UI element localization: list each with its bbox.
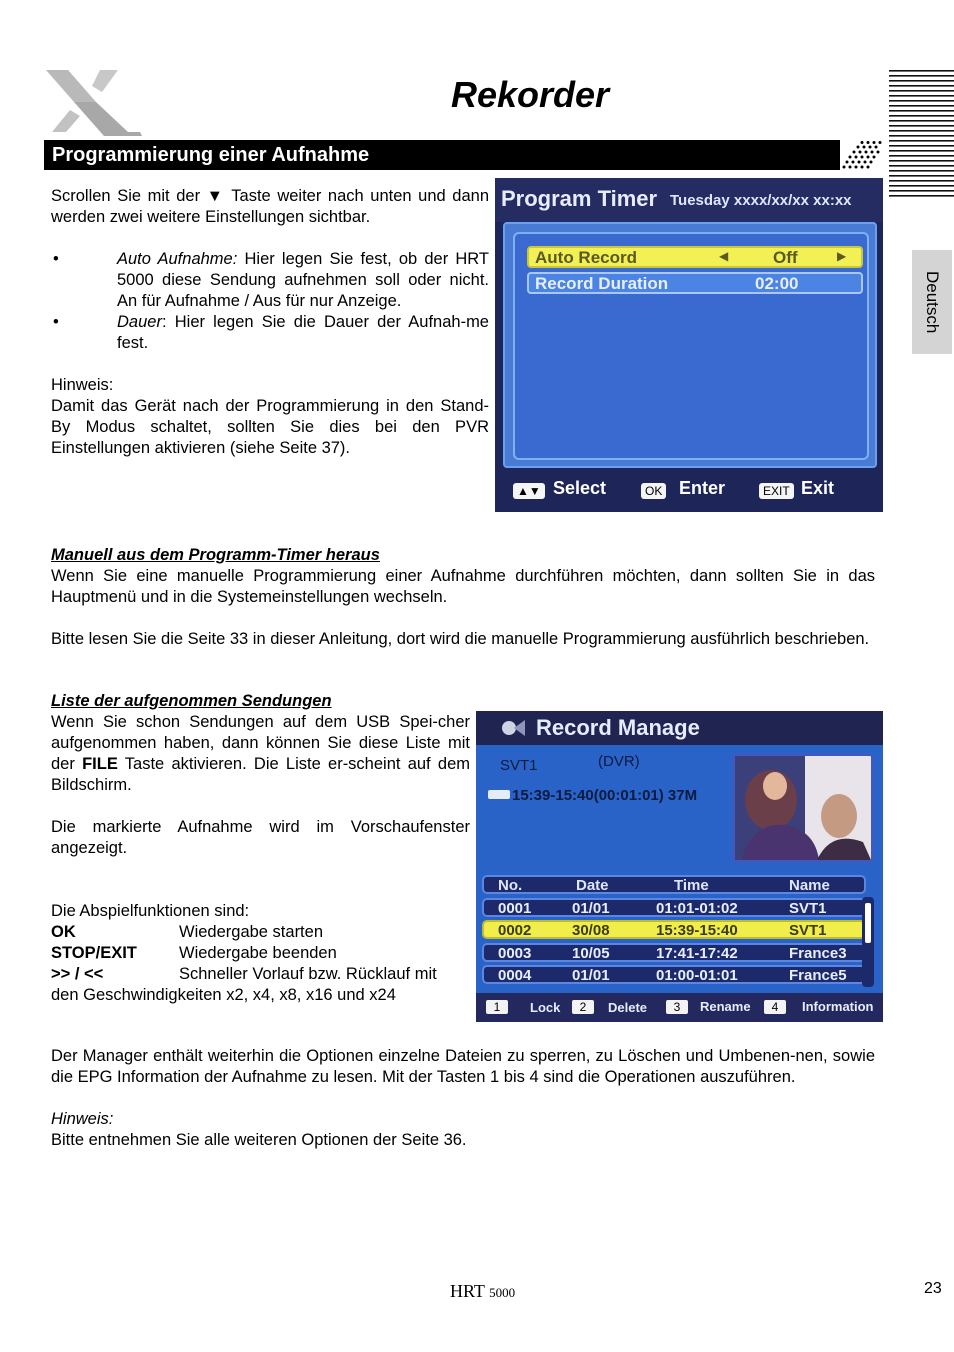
- program-timer-title: Program Timer: [501, 186, 658, 211]
- program-timer-screen: [495, 178, 883, 512]
- up-down-icon: ▲▼: [513, 480, 545, 501]
- rename-label: Rename: [700, 999, 751, 1014]
- delete-label: Delete: [608, 1000, 648, 1015]
- function-desc: Wiedergabe beenden: [179, 944, 337, 962]
- function-row: [51, 964, 470, 985]
- section-title: Programmierung einer Aufnahme: [52, 144, 370, 166]
- table-row[interactable]: [482, 943, 866, 962]
- scrollbar-thumb[interactable]: [865, 903, 871, 943]
- record-duration-row[interactable]: [527, 272, 863, 294]
- program-timer-header: [495, 178, 883, 222]
- preview-window: [732, 753, 874, 863]
- program-timer-body: [503, 222, 877, 468]
- exit-key-icon: EXIT: [759, 480, 794, 501]
- closing-note-text: Bitte entnehmen Sie alle weiteren Optionen der Seite 36.: [51, 1131, 467, 1149]
- bullet-dot: •: [53, 250, 59, 268]
- table-row[interactable]: [482, 898, 866, 917]
- record-duration-value: 02:00: [755, 274, 799, 293]
- column-header: Date: [576, 877, 609, 894]
- arrow-left-icon: ◀: [719, 249, 729, 263]
- bullet-desc: : Hier legen Sie die Dauer der Aufnah-me fest.: [117, 313, 489, 352]
- key-4: 4: [764, 999, 786, 1014]
- cell-time: 01:00-01:01: [656, 967, 738, 984]
- language-tab-label: Deutsch: [923, 270, 942, 334]
- function-key: STOP/EXIT: [51, 944, 137, 962]
- record-manage-header: [476, 711, 883, 745]
- bullet-text: [117, 249, 489, 312]
- functions-intro: Die Abspielfunktionen sind:: [51, 902, 250, 920]
- function-desc-continued: den Geschwindigkeiten x2, x4, x8, x16 und x24: [51, 986, 396, 1004]
- cell-no: 0002: [498, 922, 532, 939]
- record-type: (DVR): [598, 753, 640, 770]
- table-row-selected[interactable]: [482, 920, 866, 939]
- manual-section: [51, 545, 875, 650]
- page-number: 23: [924, 1280, 942, 1297]
- closing-paragraph: Der Manager enthält weiterhin die Optionen einzelne Dateien zu sperren, zu Löschen und Umbenen-nen, sowie die EPG Information der Aufnahme zu lesen. Mit der Tasten 1 bis 4 sind die Operationen auszuführen.: [51, 1047, 875, 1086]
- program-timer-date: Tuesday xxxx/xx/xx xx:xx: [670, 192, 852, 209]
- list-section: [51, 691, 470, 1006]
- bullet-auto-record: [51, 249, 489, 312]
- manual-paragraph-1: Wenn Sie eine manuelle Programmierung einer Aufnahme durchführen möchten, dann sollten Sie in das Hauptmenü und in die Systemeinstellungen wechseln.: [51, 567, 875, 606]
- file-key-text: FILE: [82, 755, 118, 773]
- bullet-duration: [51, 312, 489, 354]
- column-header: No.: [498, 877, 523, 894]
- note-text: Damit das Gerät nach der Programmierung in den Stand-By Modus schaltet, sollten Sie dies bei den PVR Einstellungen aktivieren (siehe Seite 37).: [51, 397, 489, 457]
- cell-name: France3: [789, 944, 847, 962]
- section-heading-bar: [44, 140, 882, 170]
- cell-name: France5: [789, 967, 847, 984]
- language-tab: [912, 250, 952, 354]
- exit-label: Exit: [801, 478, 835, 498]
- record-manage-icon: [500, 715, 526, 741]
- cell-name: SVT1: [789, 899, 827, 917]
- column-header: Time: [674, 877, 709, 894]
- bullet-dot: •: [53, 313, 59, 331]
- closing-note-label: Hinweis:: [51, 1110, 114, 1128]
- intro-paragraph: Scrollen Sie mit der ▼ Taste weiter nach unten und dann werden zwei weitere Einstellungen sichtbar.: [51, 187, 489, 226]
- enter-label: Enter: [679, 478, 726, 498]
- brand-name: HRT: [450, 1281, 485, 1301]
- table-header-row: [482, 875, 866, 894]
- bullet-text: [117, 312, 489, 354]
- program-timer-footer: [495, 468, 883, 512]
- intro-block: [51, 186, 489, 459]
- footer-brand: [450, 1281, 515, 1302]
- record-manage-footer: [476, 993, 883, 1022]
- bullet-term: Dauer: [117, 313, 162, 331]
- cell-time: 17:41-17:42: [656, 944, 738, 962]
- manual-paragraph-2: Bitte lesen Sie die Seite 33 in dieser Anleitung, dort wird die manuelle Programmierung ausführlich beschrieben.: [51, 630, 870, 648]
- closing-section: [51, 1046, 875, 1151]
- auto-record-value: Off: [773, 248, 798, 267]
- arrow-right-icon: ▶: [837, 249, 847, 263]
- cell-time: 01:01-01:02: [656, 899, 738, 917]
- cell-date: 10/05: [572, 944, 610, 962]
- cell-no: 0001: [498, 899, 532, 917]
- auto-record-row[interactable]: [527, 246, 863, 268]
- ok-key-icon: OK: [641, 480, 666, 501]
- auto-record-label: Auto Record: [535, 248, 637, 267]
- record-manage-screen: [476, 711, 883, 1022]
- table-scrollbar[interactable]: [862, 897, 874, 987]
- recording-time-info: 15:39-15:40(00:01:01) 37M: [512, 787, 698, 804]
- record-manage-title: Record Manage: [536, 715, 700, 740]
- cell-time: 15:39-15:40: [656, 922, 738, 939]
- function-key: OK: [51, 923, 76, 941]
- page-title: Rekorder: [450, 74, 610, 115]
- progress-indicator: [488, 790, 510, 799]
- list-heading: Liste der aufgenommen Sendungen: [51, 692, 332, 710]
- program-timer-panel: [513, 232, 869, 460]
- information-label: Information: [802, 999, 874, 1014]
- function-row: [51, 943, 470, 964]
- cell-date: 01/01: [572, 967, 610, 984]
- record-duration-label: Record Duration: [535, 274, 669, 293]
- function-key: >> / <<: [51, 965, 104, 983]
- key-1: 1: [486, 999, 508, 1014]
- cell-name: SVT1: [789, 922, 827, 939]
- cell-date: 01/01: [572, 899, 610, 917]
- manual-heading: Manuell aus dem Programm-Timer heraus: [51, 546, 380, 564]
- bullet-term: Auto Aufnahme:: [117, 250, 238, 268]
- function-row: [51, 922, 470, 943]
- decorative-stripes: [889, 70, 954, 198]
- recordings-table: [482, 875, 866, 988]
- model-number: 5000: [489, 1285, 516, 1300]
- key-3: 3: [666, 999, 688, 1014]
- cell-no: 0004: [498, 967, 532, 984]
- function-desc: Schneller Vorlauf bzw. Rücklauf mit: [179, 965, 437, 983]
- cell-no: 0003: [498, 944, 532, 962]
- list-paragraph-1: Wenn Sie schon Sendungen auf dem USB Spei-cher aufgenommen haben, dann können Sie diese Liste mit der FILE Taste aktivieren. Die Liste er-scheint auf dem Bildschirm.: [51, 713, 470, 794]
- cell-date: 30/08: [572, 922, 610, 939]
- bullet-desc: Hier legen Sie fest, ob der HRT 5000 diese Sendung aufnehmen soll oder nicht. An für Aufnahme / Aus für nur Anzeige.: [117, 250, 489, 310]
- channel-name: SVT1: [500, 757, 538, 774]
- lock-label: Lock: [530, 1000, 561, 1015]
- column-header: Name: [789, 877, 830, 894]
- note-label: Hinweis:: [51, 376, 114, 394]
- preview-image: [735, 756, 871, 860]
- table-row[interactable]: [482, 965, 866, 984]
- dotted-pattern: [840, 140, 882, 170]
- function-desc: Wiedergabe starten: [179, 923, 323, 941]
- key-2: 2: [572, 999, 594, 1014]
- select-label: Select: [553, 478, 607, 498]
- list-paragraph-2: Die markierte Aufnahme wird im Vorschaufenster angezeigt.: [51, 818, 470, 857]
